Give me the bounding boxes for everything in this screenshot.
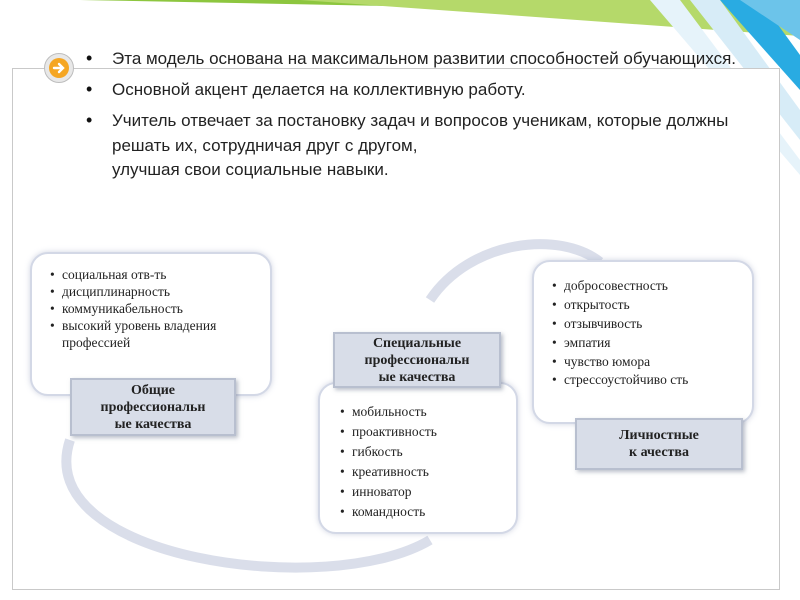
list-item: • открытость (550, 295, 742, 314)
personal-qualities-box (532, 260, 754, 424)
bullet-item: • Учитель отвечает за постановку задач и вопросов ученикам, которые должны решать их, сотрудничая друг с другом, (84, 108, 764, 158)
list-item: • эмпатия (550, 333, 742, 352)
list-item: • коммуникабельность (48, 300, 260, 317)
special-qualities-box (318, 382, 518, 534)
special-qualities-title: Специальные профессиональн ые качества (333, 332, 501, 388)
list-item: • гибкость (338, 442, 506, 462)
list-item: • дисциплинарность (48, 283, 260, 300)
list-item: • отзывчивость (550, 314, 742, 333)
list-item: • командность (338, 502, 506, 522)
personal-qualities-title: Личностные к ачества (575, 418, 743, 470)
list-item: • проактивность (338, 422, 506, 442)
general-qualities-box (30, 252, 272, 396)
list-item: • инноватор (338, 482, 506, 502)
list-item: • креативность (338, 462, 506, 482)
general-qualities-title: Общие профессиональн ые качества (70, 378, 236, 436)
list-item: • чувство юмора (550, 352, 742, 371)
bullet-item: • Основной акцент делается на коллективную работу. (84, 77, 764, 102)
bullet-item-continuation: улучшая свои социальные навыки. (112, 160, 389, 179)
list-item: • высокий уровень владения профессией (48, 317, 260, 351)
bullet-item: • Эта модель основана на максимальном развитии способностей обучающихся. (84, 46, 764, 71)
list-item: • добросовестность (550, 276, 742, 295)
list-item: • социальная отв-ть (48, 266, 260, 283)
list-item: • мобильность (338, 402, 506, 422)
list-item: • стрессоустойчиво сть (550, 371, 742, 388)
